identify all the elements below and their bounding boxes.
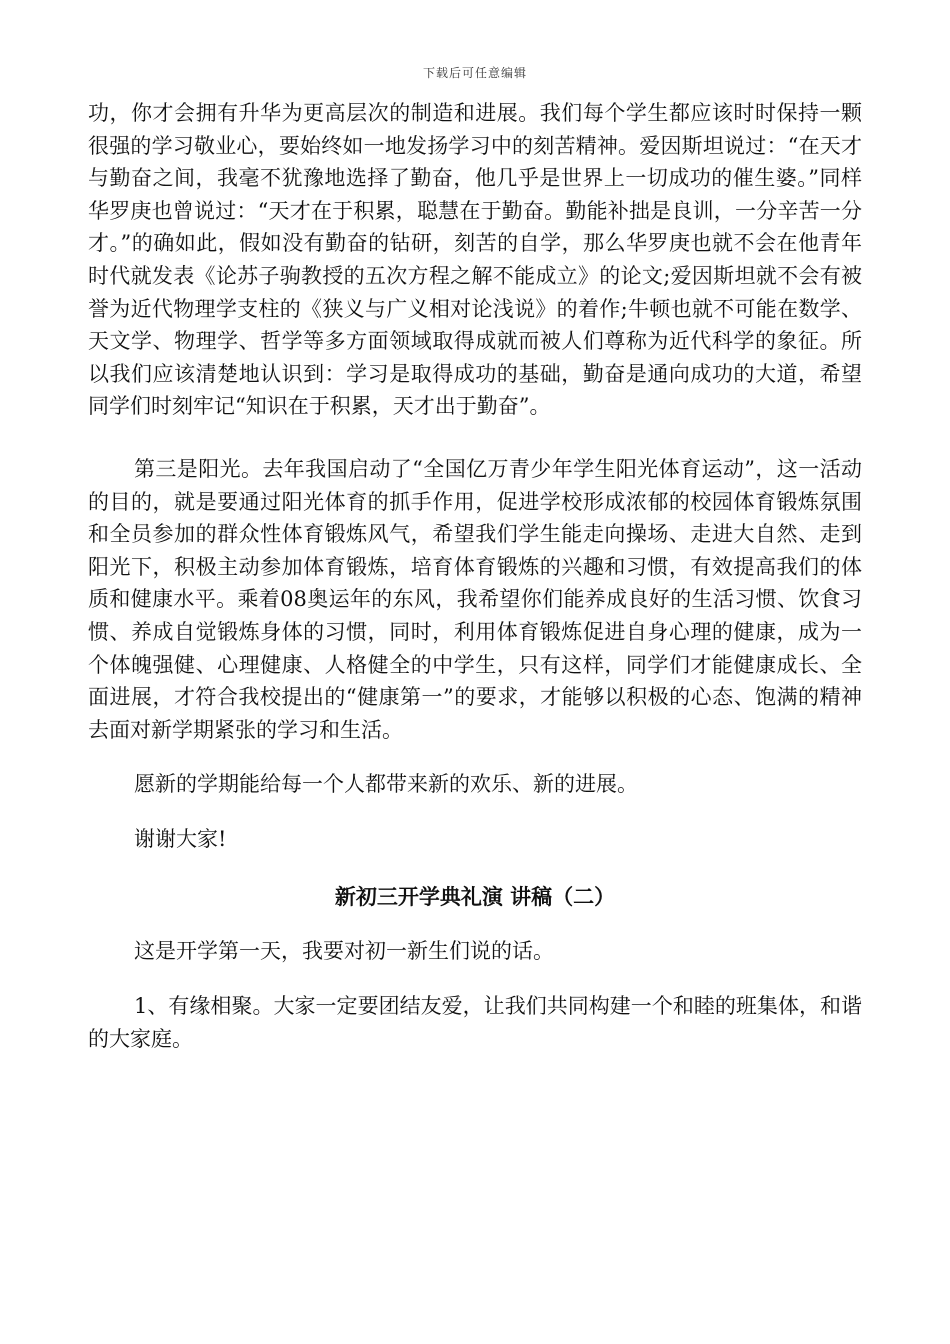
paragraph-first-day: 这是开学第一天，我要对初一新生们说的话。 bbox=[134, 939, 554, 964]
paragraph-sunshine: 第三是阳光。去年我国启动了“全国亿万青少年学生阳光体育运动”，这一活动的目的，就是要通过阳光体育的抓手作用，促进学校形成浓郁的校园体育锻炼氛围和全员参加的群众性体育锻炼风气，希望我们学生能走向操场、走进大自然、走到阳光下，积极主动参加体育锻炼，培育体育锻炼的兴趣和习惯，有效提高我们的体质和健康水平。乘着08奥运年的东风，我希望你们能养成良好的生活习惯、饮食习惯、养成自觉锻炼身体的习惯，同时，利用体育锻炼促进自身心理的健康，成为一个体魄强健、心理健康、人格健全的中学生，只有这样，同学们才能健康成长、全面进展，才符合我校提出的“健康第一”的要求，才能够以积极的心态、饱满的精神去面对新学期紧张的学习和生活。 bbox=[88, 456, 862, 742]
paragraph-point-one: 1、有缘相聚。大家一定要团结友爱，让我们共同构建一个和睦的班集体，和谐的大家庭。 bbox=[88, 994, 862, 1051]
document-body bbox=[88, 97, 862, 1055]
paragraph-diligence-continued: 功，你才会拥有升华为更高层次的制造和进展。我们每个学生都应该时时保持一颗很强的学习敬业心，要始终如一地发扬学习中的刻苦精神。爱因斯坦说过：“在天才与勤奋之间，我毫不犹豫地选择了勤奋，他几乎是世界上一切成功的催生婆。”同样华罗庚也曾说过：“天才在于积累，聪慧在于勤奋。勤能补拙是良训，一分辛苦一分才。”的确如此，假如没有勤奋的钻研，刻苦的自学，那么华罗庚也就不会在他青年时代就发表《论苏子驹教授的五次方程之解不能成立》的论文;爱因斯坦就不会有被誉为近代物理学支柱的《狭义与广义相对论浅说》的着作;牛顿也就不可能在数学、天文学、物理学、哲学等多方面领域取得成就而被人们尊称为近代科学的象征。所以我们应该清楚地认识到：学习是取得成功的基础，勤奋是通向成功的大道，希望同学们时刻牢记“知识在于积累，天才出于勤奋”。 bbox=[88, 101, 862, 419]
paragraph-thanks: 谢谢大家! bbox=[134, 826, 227, 851]
section-title: 新初三开学典礼演 讲稿（二） bbox=[334, 884, 616, 910]
page-header: 下载后可任意编辑 bbox=[422, 66, 527, 80]
paragraph-wishes: 愿新的学期能给每一个人都带来新的欢乐、新的进展。 bbox=[134, 772, 638, 797]
